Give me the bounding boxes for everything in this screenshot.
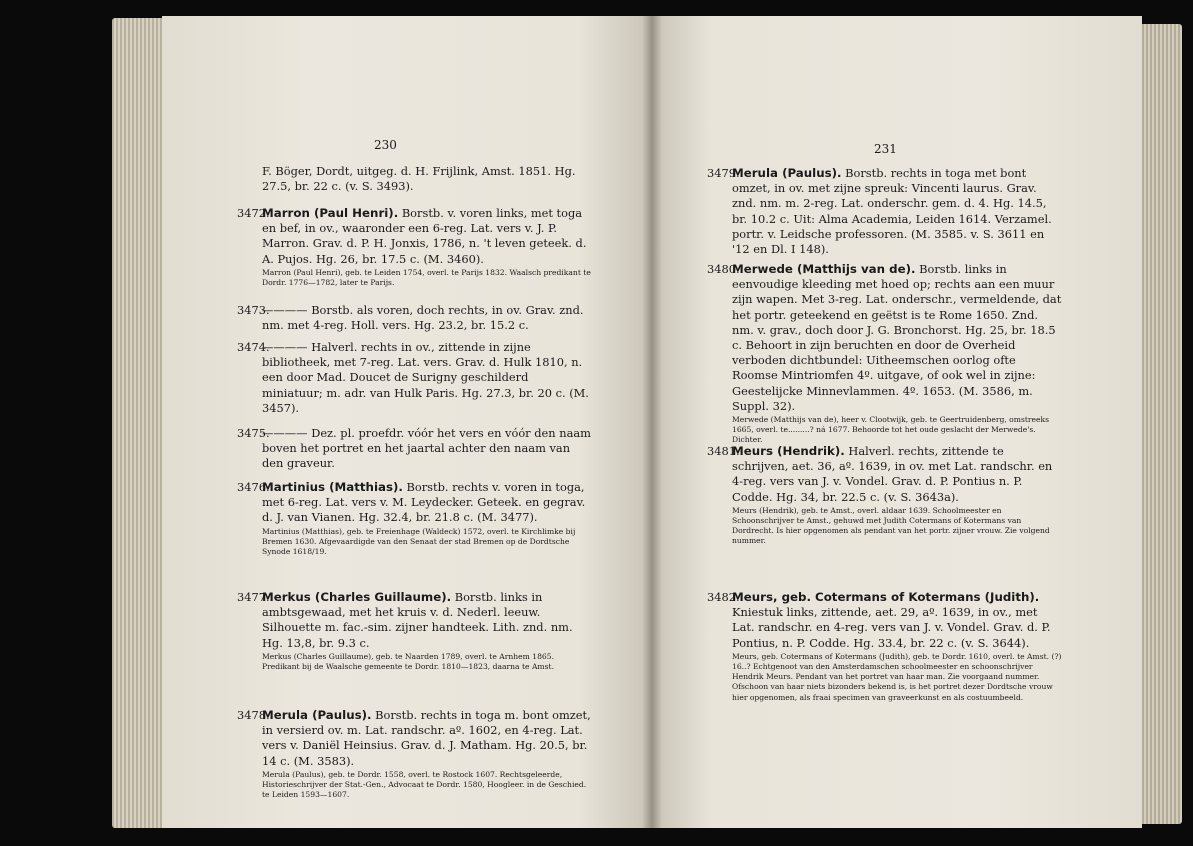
- entry-text: Halverl. rechts in ov., zittende in zijne bibliotheek, met 7-reg. Lat. vers. Grav. d. Hulk 1810, n. een door Mad. Doucet de Surigny geschilderd miniatuur; m. adr. van Hulk Paris. Hg. 27.3, br. 20 c. (M. 3457).: [262, 340, 589, 415]
- continued-text: F. Böger, Dordt, uitgeg. d. H. Frijlink, Amst. 1851. Hg. 27.5, br. 22 c. (v. S. 3493).: [262, 164, 576, 194]
- right-page-edges: [1140, 24, 1182, 824]
- entry-3481: [707, 444, 1062, 547]
- entry-name: Martinius (Matthias).: [262, 480, 403, 494]
- open-book: [42, 6, 1182, 840]
- entry-3479: [707, 166, 1062, 257]
- entry-3482: [707, 590, 1062, 703]
- entry-text: Borstb. links in ambtsgewaad, met het kruis v. d. Nederl. leeuw. Silhouette m. fac.-sim. zijner handteek. Lith. znd. nm. Hg. 13,8, br. 9.3 c.: [262, 590, 573, 650]
- entry-3480: [707, 262, 1062, 446]
- entry-text: Borstb. v. voren links, met toga en bef, in ov., waaronder een 6-reg. Lat. vers v. J. P. Marron. Grav. d. P. H. Jonxis, 1786, n. 't leven geteek. d. A. Pujos. Hg. 26, br. 17.5 c. (M. 3460).: [262, 206, 587, 266]
- entry-note: Merula (Paulus), geb. te Dordr. 1558, overl. te Rostock 1607. Rechtsgeleerde, Historieschrijver der Stat.-Gen., Advocaat te Dordr. 1580, Hoogleer. in de Geschied. te Leiden 1593—1607.: [262, 769, 587, 800]
- entry-name: Merula (Paulus).: [732, 166, 842, 180]
- page-number-right: 231: [874, 142, 897, 156]
- entry-note: Merwede (Matthijs van de), heer v. Clootwijk, geb. te Geertruidenberg, omstreeks 1665, overl. te.........? ná 1677. Behoorde tot het oude geslacht der Merwede's. Dichter.: [732, 415, 1050, 445]
- entry-note: Merkus (Charles Guillaume), geb. te Naarden 1789, overl. te Arnhem 1865. Predikant bij de Waalsche gemeente te Dordr. 1810—1823, daarna te Amst.: [262, 651, 554, 672]
- entry-3476: [237, 480, 592, 557]
- book-gutter: [642, 16, 662, 828]
- entry-3475: [237, 426, 592, 472]
- entry-number: 3474.: [237, 340, 270, 354]
- entry-name: ————: [262, 340, 308, 354]
- entry-name: Merula (Paulus).: [262, 708, 372, 722]
- entry-name: Merwede (Matthijs van de).: [732, 262, 916, 276]
- entry-number: 3472.: [237, 206, 270, 220]
- entry-3477: [237, 590, 592, 672]
- entry-note: Martinius (Matthias), geb. te Freienhage (Waldeck) 1572, overl. te Kirchlimke bij Bremen 1630. Afgevaardigde van den Senaat der stad Bremen op de Dordtsche Synode 1618/19.: [262, 526, 576, 557]
- entry-number: 3475.: [237, 426, 270, 440]
- continued-entry: [262, 164, 592, 194]
- entry-number: 3479.: [707, 166, 740, 180]
- entry-number: 3482.: [707, 590, 740, 604]
- entry-text: Borstb. rechts in toga met bont omzet, in ov. met zijne spreuk: Vincenti laurus. Grav. znd. nm. m. 2-reg. Lat. onderschr. gem. d. 4. Hg. 14.5, br. 10.2 c. Uit: Alma Academia, Leiden 1614. Verzamel. portr. v. Leidsche professoren. (M. 3585. v. S. 3611 en '12 en Dl. I 148).: [732, 166, 1052, 257]
- entry-3478: [237, 708, 592, 800]
- entry-number: 3481.: [707, 444, 740, 458]
- entry-text: Borstb. rechts in toga m. bont omzet, in versierd ov. m. Lat. randschr. aº. 1602, en 4-reg. Lat. vers v. Daniël Heinsius. Grav. d. J. Matham. Hg. 20.5, br. 14 c. (M. 3583).: [262, 708, 591, 768]
- entry-name: Marron (Paul Henri).: [262, 206, 399, 220]
- entry-text: Borstb. rechts v. voren in toga, met 6-reg. Lat. vers v. M. Leydecker. Geteek. en gegrav. d. J. van Vianen. Hg. 32.4, br. 21.8 c. (M. 3477).: [262, 480, 586, 525]
- entry-name: Merkus (Charles Guillaume).: [262, 590, 452, 604]
- entry-text: Halverl. rechts, zittende te schrijven, aet. 36, aº. 1639, in ov. met Lat. randschr. en 4-reg. vers van J. v. Vondel. Grav. d. P. Pontius n. P. Codde. Hg. 34, br. 22.5 c. (v. S. 3643a).: [732, 444, 1053, 504]
- entry-note: Meurs, geb. Cotermans of Kotermans (Judith), geb. te Dordr. 1610, overl. te Amst. (?) 16..? Echtgenoot van den Amsterdamschen schoolmeester en schoonschrijver Hendrik Meurs. Pendant van het portret van haar man. Zie voorgaand nummer. Ofschoon van haar niets bizonders bekend is, is het portret dezer Dordtsche vrouw hier opgenomen, als fraai specimen van graveerkunst en als costuumbeeld.: [732, 651, 1062, 702]
- entry-3474: [237, 340, 592, 416]
- entry-name: Meurs (Hendrik).: [732, 444, 845, 458]
- entry-name: ————: [262, 426, 308, 440]
- entry-number: 3473.: [237, 303, 270, 317]
- entry-number: 3477.: [237, 590, 270, 604]
- entry-text: Kniestuk links, zittende, aet. 29, aº. 1639, in ov., met Lat. randschr. en 4-reg. vers van J. v. Vondel. Grav. d. P. Pontius, n. P. Codde. Hg. 33.4, br. 22 c. (v. S. 3644).: [732, 605, 1051, 650]
- entry-3473: [237, 303, 592, 333]
- entry-number: 3476.: [237, 480, 270, 494]
- entry-text: Dez. pl. proefdr. vóór het vers en vóór den naam boven het portret en het jaartal achter den naam van den graveur.: [262, 426, 591, 471]
- entry-text: Borstb. links in eenvoudige kleeding met hoed op; rechts aan een muur zijn wapen. Met 3-reg. Lat. onderschr., vermeldende, dat het portr. geteekend en geëtst is te Rome 1650. Znd. nm. v. grav., doch door J. G. Bronchorst. Hg. 25, br. 18.5 c. Behoort in zijn beruchten en door de Overheid verboden dichtbundel: Uitheemschen oorlog ofte Roomse Mintriomfen 4º. uitgave, of ook wel in zijne: Geestelijcke Minnevlammen. 4º. 1653. (M. 3586, m. Suppl. 32).: [732, 262, 1062, 413]
- entry-3472: [237, 206, 592, 288]
- entry-number: 3478.: [237, 708, 270, 722]
- right-page: [652, 16, 1142, 828]
- entry-name: ————: [262, 303, 308, 317]
- entry-text: Borstb. als voren, doch rechts, in ov. Grav. znd. nm. met 4-reg. Holl. vers. Hg. 23.2, br. 15.2 c.: [262, 303, 584, 333]
- left-page: [162, 16, 652, 828]
- entry-note: Meurs (Hendrik), geb. te Amst., overl. aldaar 1639. Schoolmeester en Schoonschrijver te Amst., gehuwd met Judith Cotermans of Kotermans van Dordrecht. Is hier opgenomen als pendant van het portr. zijner vrouw. Zie volgend nummer.: [732, 505, 1050, 546]
- entry-name: Meurs, geb. Cotermans of Kotermans (Judith).: [732, 590, 1040, 604]
- left-page-edges: [112, 18, 164, 828]
- entry-number: 3480.: [707, 262, 740, 276]
- page-number-left: 230: [374, 138, 397, 152]
- entry-note: Marron (Paul Henri), geb. te Leiden 1754, overl. te Parijs 1832. Waalsch predikant te Dordr. 1776—1782, later te Parijs.: [262, 267, 591, 288]
